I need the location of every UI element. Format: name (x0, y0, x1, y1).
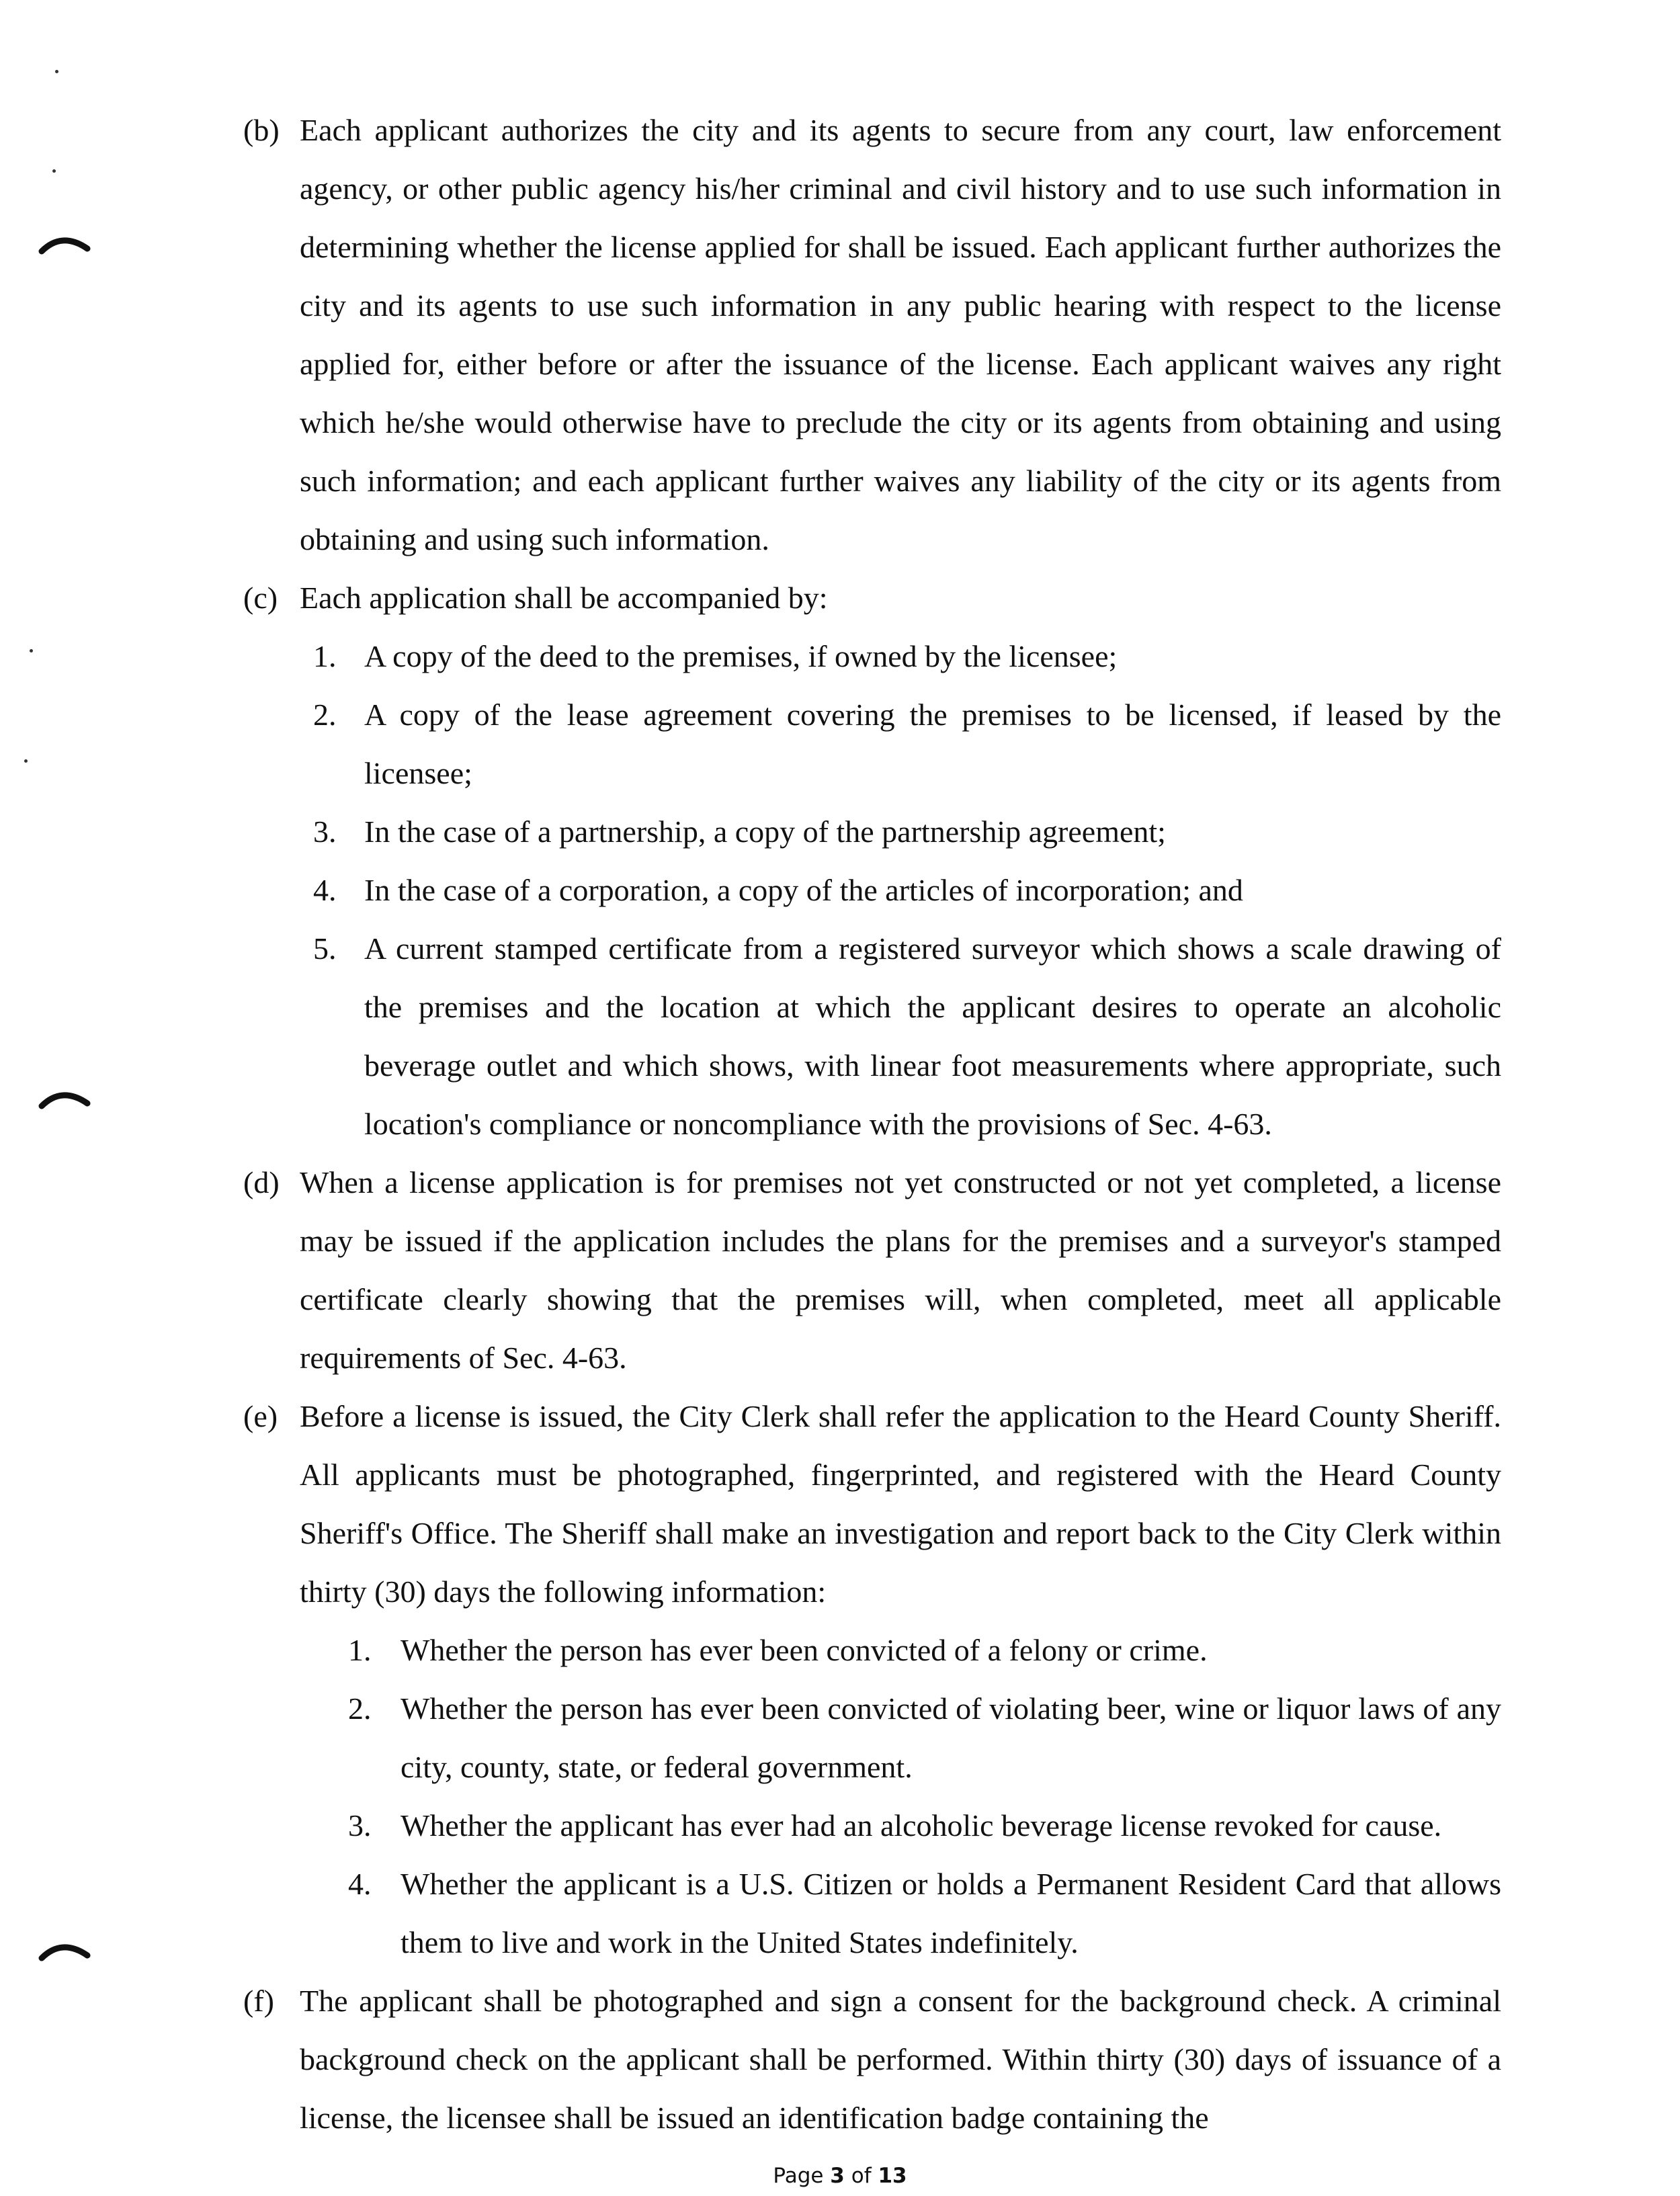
list-item-text: In the case of a partnership, a copy of the partnership agreement; (364, 814, 1166, 849)
list-item-number: 3. (348, 1808, 372, 1843)
paragraph-label: (f) (243, 1984, 274, 2018)
list-item (348, 1855, 1501, 1972)
list-item (348, 1679, 1501, 1796)
list-item-number: 2. (348, 1691, 372, 1726)
list-item (313, 861, 1501, 919)
paragraph-label: (e) (243, 1399, 278, 1433)
list-item-number: 4. (348, 1867, 372, 1901)
list-item-number: 4. (313, 873, 337, 907)
list-item-number: 1. (313, 639, 337, 673)
page-number-footer (0, 2162, 1680, 2189)
paragraph-label: (b) (243, 113, 280, 147)
list-item (348, 1796, 1501, 1855)
paragraph-text: Each application shall be accompanied by: (300, 581, 828, 615)
punch-hole-mark-icon (38, 1935, 91, 1962)
paragraph-f (243, 1972, 1501, 2147)
list-item (313, 919, 1501, 1153)
paragraph-e (243, 1387, 1501, 1621)
scan-speck (55, 70, 58, 73)
list-item (313, 685, 1501, 802)
paragraph-text: The applicant shall be photographed and sign a consent for the background check. A criminal background check on the applicant shall be performed. Within thirty (30) days of issuance of a license, the licensee shall be issued an identification badge containing the (300, 1984, 1501, 2135)
paragraph-d (243, 1153, 1501, 1387)
list-item-number: 2. (313, 698, 337, 732)
paragraph-b (243, 101, 1501, 568)
punch-hole-mark-icon (38, 228, 91, 255)
list-item (348, 1621, 1501, 1679)
total-page-count: 13 (878, 2164, 907, 2188)
footer-prefix: Page (773, 2164, 831, 2188)
list-item (313, 802, 1501, 861)
list-item-number: 1. (348, 1633, 372, 1667)
list-item-number: 5. (313, 931, 337, 966)
paragraph-label: (d) (243, 1165, 280, 1199)
paragraph-text: Before a license is issued, the City Clerk shall refer the application to the Heard County Sheriff. All applicants must be photographed, fingerprinted, and registered with the Heard County Sheriff's Office. The Sheriff shall make an investigation and report back to the City Clerk within thirty (30) days the following information: (300, 1399, 1501, 1609)
scan-speck (52, 169, 56, 173)
punch-hole-mark-icon (38, 1083, 91, 1110)
scan-speck (24, 759, 28, 763)
paragraph-text: Each applicant authorizes the city and its agents to secure from any court, law enforcement agency, or other public agency his/her criminal and civil history and to use such information in determining whether the license applied for shall be issued. Each applicant further authorizes the city and its agents to use such information in any public hearing with respect to the license applied for, either before or after the issuance of the license. Each applicant waives any right which he/she would otherwise have to preclude the city or its agents from obtaining and using such information; and each applicant further waives any liability of the city or its agents from obtaining and using such information. (300, 113, 1501, 556)
list-item-text: Whether the applicant has ever had an alcoholic beverage license revoked for cause. (401, 1808, 1442, 1843)
list-item-number: 3. (313, 814, 337, 849)
list-item-text: A current stamped certificate from a registered surveyor which shows a scale drawing of the premises and the location at which the applicant desires to operate an alcoholic beverage outlet and which shows, with linear foot measurements where appropriate, such location's compliance or noncompliance with the provisions of Sec. 4-63. (364, 931, 1501, 1141)
paragraph-c (243, 568, 1501, 627)
list-item-text: A copy of the deed to the premises, if owned by the licensee; (364, 639, 1118, 673)
list-item-text: Whether the person has ever been convicted of a felony or crime. (401, 1633, 1208, 1667)
list-item-text: In the case of a corporation, a copy of the articles of incorporation; and (364, 873, 1243, 907)
list-item-text: Whether the person has ever been convicted of violating beer, wine or liquor laws of any city, county, state, or federal government. (401, 1691, 1501, 1784)
paragraph-text: When a license application is for premises not yet constructed or not yet completed, a license may be issued if the application includes the plans for the premises and a surveyor's stamped certificate clearly showing that the premises will, when completed, meet all applicable requirements of Sec. 4-63. (300, 1165, 1501, 1375)
current-page-number: 3 (830, 2164, 845, 2188)
footer-middle: of (844, 2164, 878, 2188)
list-item-text: Whether the applicant is a U.S. Citizen or holds a Permanent Resident Card that allows them to live and work in the United States indefinitely. (401, 1867, 1501, 1959)
list-item-text: A copy of the lease agreement covering the premises to be licensed, if leased by the licensee; (364, 698, 1501, 790)
scan-speck (30, 649, 33, 652)
paragraph-label: (c) (243, 581, 278, 615)
list-item (313, 627, 1501, 685)
